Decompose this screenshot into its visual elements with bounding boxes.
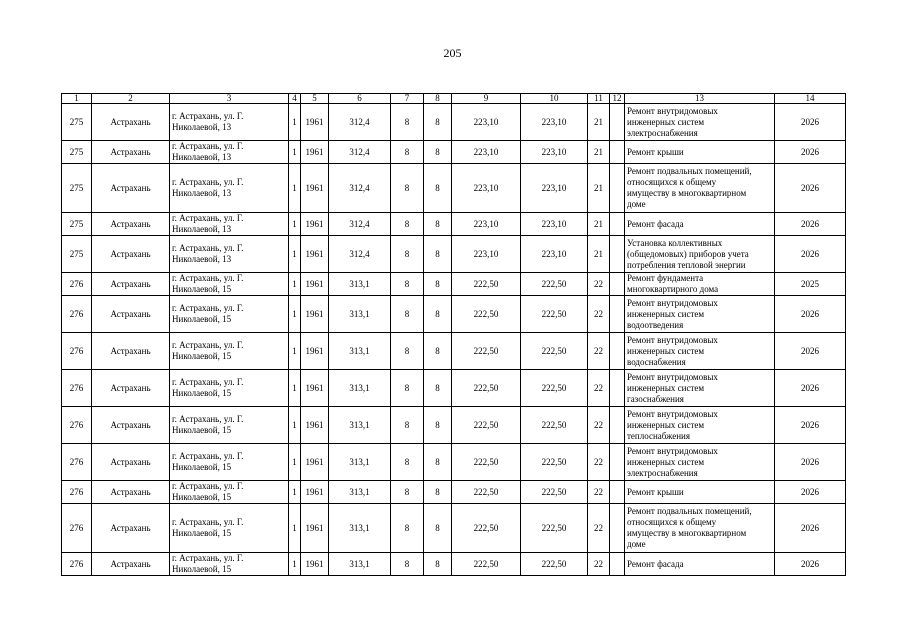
cell-col-11: 22 [588,553,610,576]
cell-col-10: 222,50 [521,333,588,370]
cell-col-11: 21 [588,104,610,141]
cell-col-1: 275 [62,104,92,141]
cell-col-8: 8 [424,333,452,370]
cell-col-6: 312,4 [329,141,391,164]
work-type-line: относящихся к общему [627,177,717,187]
cell-col-4: 1 [289,444,301,481]
address-line: Николаевой, 15 [172,492,232,502]
cell-col-10: 223,10 [521,236,588,273]
work-type-line: Ремонт внутридомовых [627,297,718,308]
table-body [62,94,846,576]
cell-col-7: 8 [391,104,424,141]
cell-col-2: Астрахань [92,236,170,273]
cell-col-6: 312,4 [329,104,391,141]
cell-col-1: 276 [62,407,92,444]
cell-col-9: 222,50 [452,444,521,481]
address-line: г. Астрахань, ул. Г. [172,451,244,461]
cell-col-5: 1961 [301,164,329,213]
work-type-line: инженерных систем [627,345,705,356]
cell-col-10: 223,10 [521,213,588,236]
address-line: Николаевой, 13 [172,224,232,234]
work-type-line: доме [627,539,646,549]
work-type-line: (общедомовых) приборов учета [627,248,749,259]
cell-col-2: Астрахань [92,444,170,481]
cell-col-7: 8 [391,370,424,407]
cell-col-11: 21 [588,141,610,164]
address-line: г. Астрахань, ул. Г. [172,517,244,527]
cell-col-4: 1 [289,141,301,164]
cell-col-14: 2026 [775,236,846,273]
cell-col-6: 313,1 [329,504,391,553]
table-row [62,104,846,141]
address-line: г. Астрахань, ул. Г. [172,273,244,283]
cell-col-2: Астрахань [92,273,170,296]
address-cell [170,141,289,164]
cell-col-4: 1 [289,164,301,213]
cell-col-1: 276 [62,444,92,481]
cell-col-12 [610,296,625,333]
column-number-row [62,94,846,104]
address-line: г. Астрахань, ул. Г. [172,340,244,350]
work-type-cell [625,273,775,296]
cell-col-4: 1 [289,481,301,504]
cell-col-8: 8 [424,444,452,481]
cell-col-5: 1961 [301,296,329,333]
cell-col-10: 223,10 [521,141,588,164]
cell-col-2: Астрахань [92,296,170,333]
cell-col-5: 1961 [301,481,329,504]
cell-col-9: 222,50 [452,481,521,504]
cell-col-11: 21 [588,236,610,273]
cell-col-9: 223,10 [452,164,521,213]
cell-col-6: 313,1 [329,333,391,370]
address-line: г. Астрахань, ул. Г. [172,141,244,151]
cell-col-11: 22 [588,504,610,553]
cell-col-11: 22 [588,407,610,444]
cell-col-4: 1 [289,273,301,296]
work-type-cell [625,407,775,444]
cell-col-7: 8 [391,164,424,213]
page-number: 205 [443,46,462,60]
column-header: 5 [301,94,329,104]
cell-col-12 [610,370,625,407]
work-type-cell [625,164,775,213]
cell-col-9: 222,50 [452,553,521,576]
cell-col-5: 1961 [301,273,329,296]
cell-col-7: 8 [391,481,424,504]
cell-col-14: 2026 [775,213,846,236]
cell-col-14: 2026 [775,481,846,504]
address-cell [170,407,289,444]
cell-col-7: 8 [391,273,424,296]
address-cell [170,481,289,504]
work-type-line: доме [627,199,646,209]
table-row [62,296,846,333]
work-type-line: Установка коллективных [627,237,723,248]
work-type-line: Ремонт крыши [627,146,684,157]
cell-col-1: 275 [62,213,92,236]
address-cell [170,236,289,273]
address-cell [170,213,289,236]
address-line: г. Астрахань, ул. Г. [172,177,244,187]
work-type-line: Ремонт подвальных помещений, [627,166,752,176]
address-line: Николаевой, 15 [172,462,232,472]
cell-col-12 [610,236,625,273]
address-line: г. Астрахань, ул. Г. [172,303,244,313]
cell-col-10: 222,50 [521,481,588,504]
work-type-cell [625,481,775,504]
work-type-line: Ремонт внутридомовых [627,105,718,116]
cell-col-1: 276 [62,296,92,333]
cell-col-12 [610,333,625,370]
cell-col-2: Астрахань [92,407,170,444]
work-type-cell [625,553,775,576]
cell-col-14: 2026 [775,164,846,213]
cell-col-9: 222,50 [452,504,521,553]
address-cell [170,296,289,333]
cell-col-8: 8 [424,213,452,236]
address-line: Николаевой, 15 [172,388,232,398]
table-row [62,407,846,444]
cell-col-11: 21 [588,213,610,236]
cell-col-8: 8 [424,296,452,333]
cell-col-6: 312,4 [329,236,391,273]
address-cell [170,553,289,576]
address-cell [170,333,289,370]
cell-col-8: 8 [424,104,452,141]
column-header: 12 [610,94,625,104]
work-type-line: инженерных систем [627,116,705,127]
table-row [62,553,846,576]
cell-col-1: 276 [62,370,92,407]
cell-col-8: 8 [424,504,452,553]
cell-col-14: 2026 [775,444,846,481]
cell-col-7: 8 [391,407,424,444]
work-type-cell [625,444,775,481]
work-type-cell [625,213,775,236]
address-line: Николаевой, 15 [172,564,232,574]
cell-col-1: 276 [62,481,92,504]
cell-col-10: 222,50 [521,273,588,296]
cell-col-5: 1961 [301,236,329,273]
column-header: 10 [521,94,588,104]
cell-col-2: Астрахань [92,333,170,370]
cell-col-14: 2026 [775,333,846,370]
work-type-line: инженерных систем [627,456,705,467]
column-header: 4 [289,94,301,104]
cell-col-14: 2025 [775,273,846,296]
address-line: г. Астрахань, ул. Г. [172,481,244,491]
cell-col-2: Астрахань [92,370,170,407]
cell-col-12 [610,141,625,164]
cell-col-2: Астрахань [92,213,170,236]
table-row [62,213,846,236]
work-type-line: имуществу в многоквартирном [627,528,747,538]
work-type-line: водоснабжения [627,356,686,367]
cell-col-6: 313,1 [329,273,391,296]
cell-col-1: 276 [62,273,92,296]
cell-col-4: 1 [289,236,301,273]
column-header: 8 [424,94,452,104]
cell-col-14: 2026 [775,407,846,444]
register-table [61,93,846,576]
cell-col-8: 8 [424,370,452,407]
cell-col-9: 223,10 [452,236,521,273]
column-header: 9 [452,94,521,104]
address-line: г. Астрахань, ул. Г. [172,243,244,253]
work-type-line: инженерных систем [627,419,705,430]
cell-col-11: 22 [588,273,610,296]
table-row [62,273,846,296]
work-type-line: Ремонт фасада [627,218,684,229]
address-line: г. Астрахань, ул. Г. [172,111,244,121]
work-type-line: Ремонт внутридомовых [627,334,718,345]
work-type-cell [625,504,775,553]
cell-col-7: 8 [391,444,424,481]
cell-col-2: Астрахань [92,104,170,141]
cell-col-12 [610,273,625,296]
cell-col-9: 222,50 [452,296,521,333]
work-type-line: газоснабжения [627,393,684,404]
address-cell [170,164,289,213]
cell-col-10: 222,50 [521,504,588,553]
table-row [62,333,846,370]
cell-col-7: 8 [391,504,424,553]
cell-col-12 [610,553,625,576]
cell-col-2: Астрахань [92,553,170,576]
work-type-line: относящихся к общему [627,517,717,527]
cell-col-1: 276 [62,553,92,576]
cell-col-12 [610,164,625,213]
cell-col-5: 1961 [301,407,329,444]
cell-col-5: 1961 [301,141,329,164]
cell-col-4: 1 [289,333,301,370]
work-type-cell [625,333,775,370]
cell-col-9: 222,50 [452,407,521,444]
work-type-line: Ремонт внутридомовых [627,408,718,419]
address-line: Николаевой, 13 [172,188,232,198]
address-line: г. Астрахань, ул. Г. [172,377,244,387]
work-type-cell [625,141,775,164]
cell-col-5: 1961 [301,370,329,407]
work-type-line: Ремонт внутридомовых [627,371,718,382]
cell-col-4: 1 [289,504,301,553]
address-cell [170,104,289,141]
cell-col-4: 1 [289,213,301,236]
address-line: г. Астрахань, ул. Г. [172,414,244,424]
column-header: 11 [588,94,610,104]
cell-col-5: 1961 [301,213,329,236]
cell-col-2: Астрахань [92,504,170,553]
cell-col-7: 8 [391,553,424,576]
cell-col-1: 275 [62,141,92,164]
cell-col-10: 222,50 [521,407,588,444]
cell-col-7: 8 [391,236,424,273]
work-type-cell [625,104,775,141]
work-type-line: Ремонт внутридомовых [627,445,718,456]
work-type-line: многоквартирного дома [627,284,719,294]
work-type-line: инженерных систем [627,382,705,393]
work-type-line: инженерных систем [627,308,705,319]
address-cell [170,273,289,296]
address-line: Николаевой, 15 [172,314,232,324]
work-type-cell [625,296,775,333]
cell-col-5: 1961 [301,444,329,481]
cell-col-9: 223,10 [452,104,521,141]
cell-col-7: 8 [391,141,424,164]
cell-col-10: 223,10 [521,164,588,213]
cell-col-5: 1961 [301,553,329,576]
table-row [62,444,846,481]
table-row [62,504,846,553]
cell-col-9: 223,10 [452,141,521,164]
address-line: Николаевой, 13 [172,254,232,264]
work-type-line: имуществу в многоквартирном [627,188,747,198]
cell-col-6: 313,1 [329,553,391,576]
table-row [62,141,846,164]
address-cell [170,504,289,553]
address-line: Николаевой, 15 [172,528,232,538]
cell-col-5: 1961 [301,504,329,553]
cell-col-14: 2026 [775,296,846,333]
cell-col-5: 1961 [301,333,329,370]
address-line: г. Астрахань, ул. Г. [172,213,244,223]
cell-col-4: 1 [289,296,301,333]
address-cell [170,444,289,481]
cell-col-1: 275 [62,236,92,273]
cell-col-14: 2026 [775,370,846,407]
address-line: Николаевой, 15 [172,351,232,361]
cell-col-12 [610,481,625,504]
cell-col-8: 8 [424,236,452,273]
address-cell [170,370,289,407]
cell-col-6: 313,1 [329,296,391,333]
cell-col-8: 8 [424,553,452,576]
cell-col-10: 223,10 [521,104,588,141]
cell-col-11: 21 [588,164,610,213]
cell-col-6: 313,1 [329,370,391,407]
address-line: Николаевой, 13 [172,122,232,132]
cell-col-6: 313,1 [329,481,391,504]
cell-col-12 [610,104,625,141]
column-header: 14 [775,94,846,104]
cell-col-14: 2026 [775,504,846,553]
cell-col-10: 222,50 [521,553,588,576]
cell-col-2: Астрахань [92,164,170,213]
column-header: 2 [92,94,170,104]
address-line: Николаевой, 15 [172,284,232,294]
column-header: 7 [391,94,424,104]
column-header: 13 [625,94,775,104]
cell-col-1: 276 [62,504,92,553]
cell-col-6: 312,4 [329,213,391,236]
cell-col-12 [610,213,625,236]
cell-col-1: 276 [62,333,92,370]
cell-col-11: 22 [588,481,610,504]
cell-col-14: 2026 [775,141,846,164]
column-header: 1 [62,94,92,104]
cell-col-6: 312,4 [329,164,391,213]
cell-col-8: 8 [424,481,452,504]
cell-col-9: 222,50 [452,370,521,407]
work-type-line: водоотведения [627,319,684,330]
work-type-line: Ремонт фасада [627,558,684,569]
cell-col-5: 1961 [301,104,329,141]
address-line: г. Астрахань, ул. Г. [172,553,244,563]
cell-col-7: 8 [391,296,424,333]
table-row [62,164,846,213]
address-line: Николаевой, 15 [172,425,232,435]
cell-col-2: Астрахань [92,481,170,504]
cell-col-4: 1 [289,553,301,576]
cell-col-12 [610,407,625,444]
cell-col-9: 223,10 [452,213,521,236]
cell-col-6: 313,1 [329,444,391,481]
cell-col-8: 8 [424,141,452,164]
work-type-line: теплоснабжения [627,430,690,441]
cell-col-1: 275 [62,164,92,213]
work-type-cell [625,370,775,407]
cell-col-10: 222,50 [521,444,588,481]
cell-col-4: 1 [289,370,301,407]
cell-col-12 [610,504,625,553]
cell-col-8: 8 [424,273,452,296]
cell-col-9: 222,50 [452,333,521,370]
table-row [62,370,846,407]
cell-col-11: 22 [588,296,610,333]
work-type-line: Ремонт подвальных помещений, [627,506,752,516]
cell-col-11: 22 [588,333,610,370]
work-type-line: потребления тепловой энергии [627,259,746,270]
work-type-cell [625,236,775,273]
cell-col-6: 313,1 [329,407,391,444]
cell-col-8: 8 [424,407,452,444]
cell-col-10: 222,50 [521,370,588,407]
work-type-line: электроснабжения [627,127,698,138]
cell-col-11: 22 [588,444,610,481]
cell-col-7: 8 [391,213,424,236]
work-type-line: Ремонт фундамента [627,273,704,283]
cell-col-11: 22 [588,370,610,407]
address-line: Николаевой, 13 [172,152,232,162]
cell-col-2: Астрахань [92,141,170,164]
table-row [62,481,846,504]
cell-col-9: 222,50 [452,273,521,296]
work-type-line: электроснабжения [627,467,698,478]
cell-col-4: 1 [289,104,301,141]
cell-col-10: 222,50 [521,296,588,333]
cell-col-8: 8 [424,164,452,213]
cell-col-4: 1 [289,407,301,444]
work-type-line: Ремонт крыши [627,486,684,497]
cell-col-12 [610,444,625,481]
column-header: 6 [329,94,391,104]
column-header: 3 [170,94,289,104]
cell-col-14: 2026 [775,553,846,576]
cell-col-14: 2026 [775,104,846,141]
table-row [62,236,846,273]
cell-col-7: 8 [391,333,424,370]
